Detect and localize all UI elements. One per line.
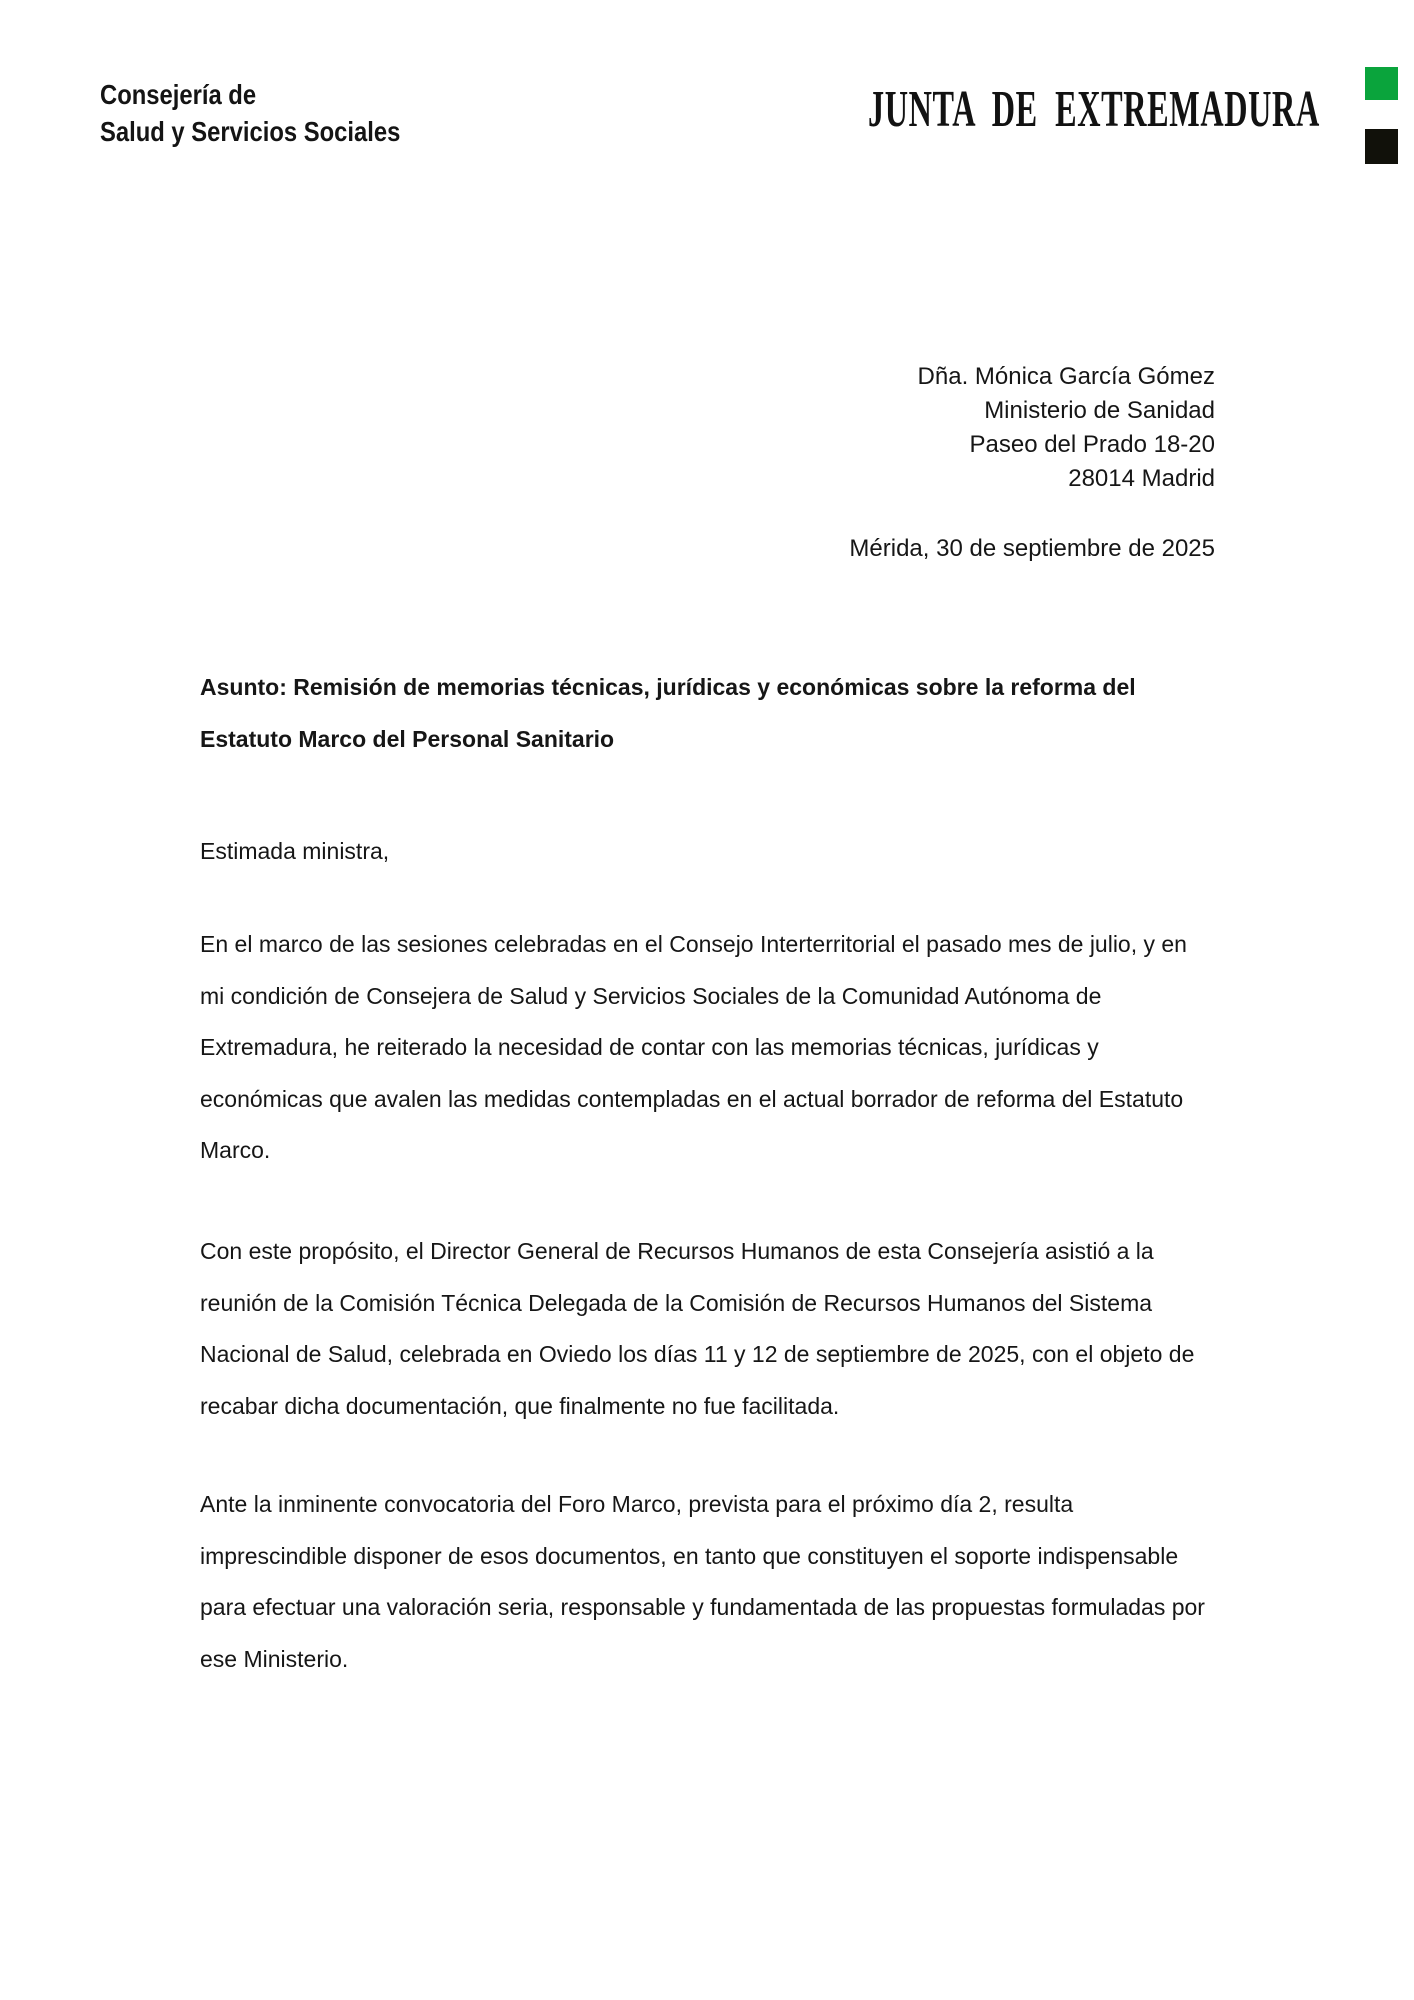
department-line-2: Salud y Servicios Sociales bbox=[100, 116, 401, 147]
paragraph-1: En el marco de las sesiones celebradas en el Consejo Interterritorial el pasado mes de julio, y en mi condición de Consejera de Salud y Servicios Sociales de la Comunidad Autónoma de Extremadura, he reiterado la necesidad de contar con las memorias técnicas, jurídicas y económicas que avalen las medidas contempladas en el actual borrador de reforma del Estatuto Marco. bbox=[200, 931, 1187, 1163]
recipient-org: Ministerio de Sanidad bbox=[984, 397, 1215, 424]
flag-black-square-icon bbox=[1365, 129, 1398, 164]
recipient-street: Paseo del Prado 18-20 bbox=[969, 431, 1215, 458]
salutation: Estimada ministra, bbox=[200, 838, 390, 864]
subject-line: Asunto: Remisión de memorias técnicas, jurídicas y económicas sobre la reforma del Estatuto Marco del Personal Sanitario bbox=[200, 674, 1136, 752]
department-line-1: Consejería de bbox=[100, 79, 257, 110]
paragraph-2: Con este propósito, el Director General de Recursos Humanos de esta Consejería asistió a la reunión de la Comisión Técnica Delegada de la Comisión de Recursos Humanos del Sistema Nacional de Salud, celebrada en Oviedo los días 11 y 12 de septiembre de 2025, con el objeto de recabar dicha documentación, que finalmente no fue facilitada. bbox=[200, 1238, 1195, 1419]
place-and-date: Mérida, 30 de septiembre de 2025 bbox=[849, 535, 1215, 562]
flag-green-square-icon bbox=[1365, 67, 1398, 100]
department-logo bbox=[100, 76, 400, 150]
junta-extremadura-wordmark: JUNTA DE EXTREMADURA bbox=[868, 81, 1320, 138]
paragraph-3: Ante la inminente convocatoria del Foro Marco, prevista para el próximo día 2, resulta imprescindible disponer de esos documentos, en tanto que constituyen el soporte indispensable para efectuar una valoración seria, responsable y fundamentada de las propuestas formuladas por ese Ministerio. bbox=[200, 1491, 1205, 1672]
recipient-name: Dña. Mónica García Gómez bbox=[917, 363, 1215, 390]
recipient-city: 28014 Madrid bbox=[1068, 465, 1215, 492]
recipient-address-block bbox=[918, 360, 1215, 496]
